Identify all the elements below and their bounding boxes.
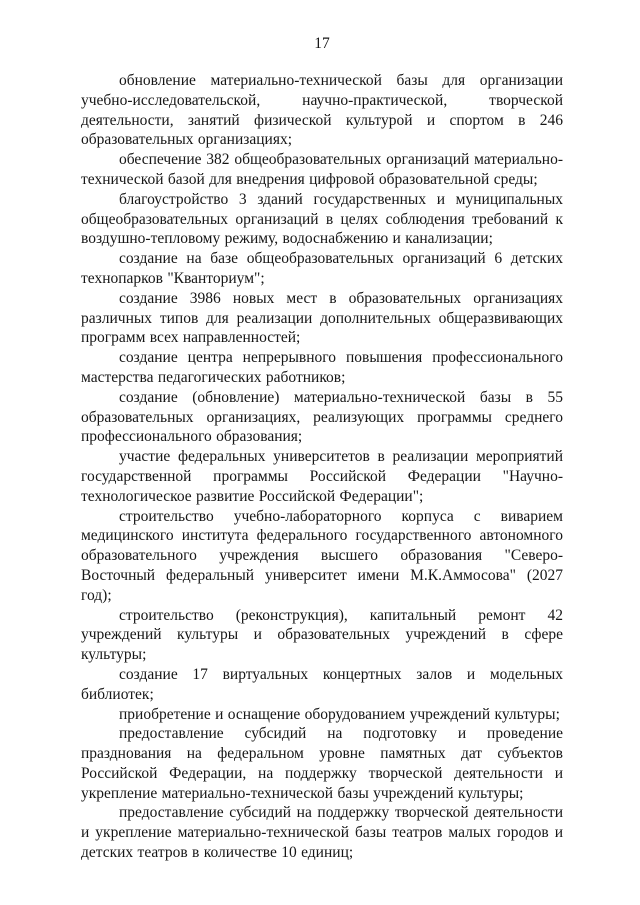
paragraph: создание центра непрерывного повышения профессионального мастерства педагогических работников;: [81, 349, 563, 386]
paragraph: предоставление субсидий на подготовку и проведение празднования на федеральном уровне памятных дат субъектов Российской Федерации, на поддержку творческой деятельности и укрепление материально-технической базы учреждений культуры;: [81, 725, 563, 802]
paragraph: создание 3986 новых мест в образовательных организациях различных типов для реализации дополнительных общеразвивающих программ всех направленностей;: [81, 289, 563, 347]
paragraph: приобретение и оснащение оборудованием учреждений культуры;: [119, 705, 560, 723]
paragraph: создание на базе общеобразовательных организаций 6 детских технопарков "Кванториум";: [81, 250, 563, 287]
paragraph: обеспечение 382 общеобразовательных организаций материально-технической базой для внедрения цифровой образовательной среды;: [81, 151, 563, 188]
paragraph: благоустройство 3 зданий государственных и муниципальных общеобразовательных организаций в целях соблюдения требований к воздушно-тепловому режиму, водоснабжению и канализации;: [81, 190, 563, 248]
paragraph: строительство (реконструкция), капитальный ремонт 42 учреждений культуры и образовательных учреждений в сфере культуры;: [81, 606, 563, 664]
document-body: [81, 71, 563, 863]
page-number: 17: [314, 35, 330, 52]
paragraph: создание (обновление) материально-технической базы в 55 образовательных организациях, реализующих программы среднего профессионального образования;: [81, 388, 563, 446]
paragraph: обновление материально-технической базы для организации учебно-исследовательской, научно-практической, творческой деятельности, занятий физической культурой и спортом в 246 образовательных организациях;: [81, 72, 563, 149]
paragraph: создание 17 виртуальных концертных залов и модельных библиотек;: [81, 665, 563, 703]
paragraph: участие федеральных университетов в реализации мероприятий государственной программы Российской Федерации "Научно-технологическое развитие Российской Федерации";: [81, 448, 563, 505]
paragraph: предоставление субсидий на поддержку творческой деятельности и укрепление материально-технической базы театров малых городов и детских театров в количестве 10 единиц;: [81, 804, 563, 862]
paragraph: строительство учебно-лабораторного корпуса с виварием медицинского института федерального государственного автономного образовательного учреждения высшего образования "Северо-Восточный федеральный университет имени М.К.Аммосова" (2027 год);: [81, 507, 563, 604]
